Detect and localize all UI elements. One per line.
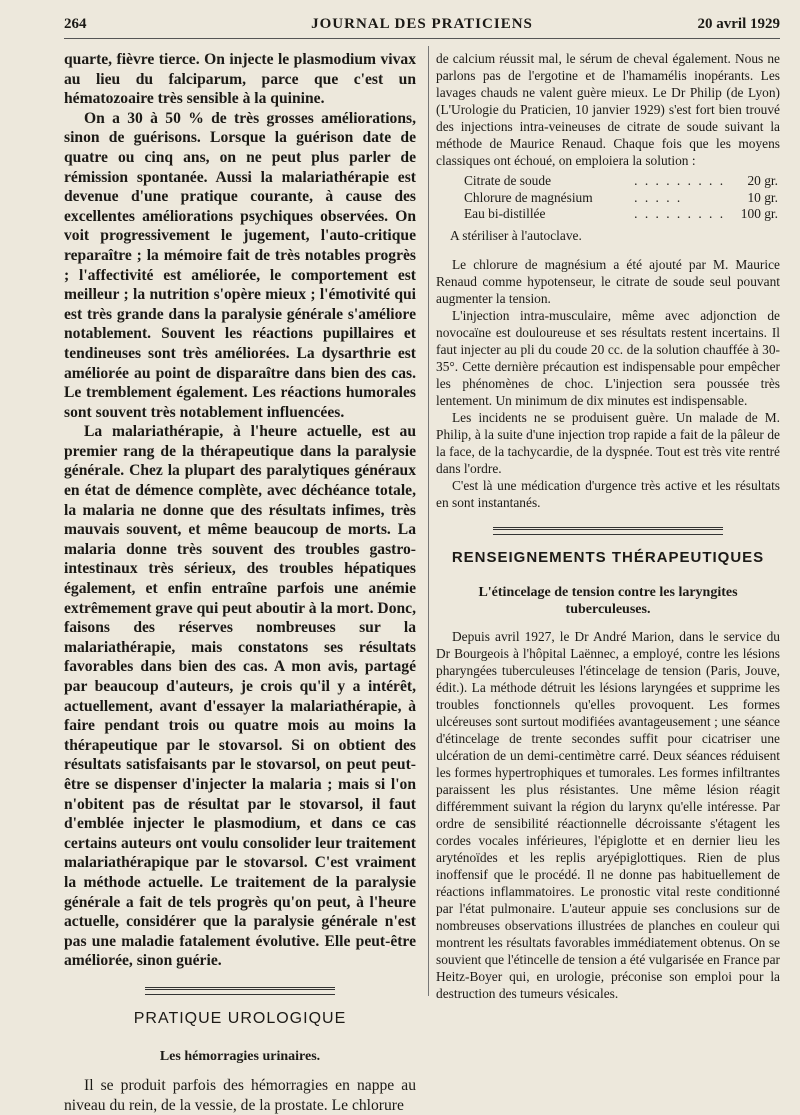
- article-text: Depuis avril 1927, le Dr André Marion, dans le service du Dr Bourgeois à l'hôpital Laënnec, a employé, contre les lésions pharyngées tuberculeuses l'étincelage de tension (Paris, Jouve, édit.). La méthode détruit les lésions laryngées et supprime les troubles fonctionnels qu'elles provoquent. Les formes ulcéreuses sont surtout modifiées avantageusement ; une séance d'étincelage de trente secondes suffit pour cicatriser une ulcération de un demi-centimètre carré. Deux séances réduisent les formes hypertrophiques et tumorales. Les formes infiltrantes paraissent les plus résistantes. Une même lésion réagit différemment suivant la région du larynx qu'elle intéresse. Par ordre de sensibilité réactionnelle décroissante s'étagent les cordes vocales inférieures, l'épiglotte et en dernier lieu les aryténoïdes et les replis aryépiglottiques. Rien de plus inoffensif que le procédé. Il ne donne pas habituellement de réactions inflammatoires. Le pronostic vital reste conditionné par l'état pulmonaire. L'auteur appuie ses conclusions sur de nombreuses observations illustrées de planches en couleur qui montrent les résultats favorables immédiatement obtenus. On se souvient que l'étincelle de tension a été vulgarisée en France par Heitz-Boyer qui, en urologie, préconise son emploi pour la destruction des tumeurs vésicales.: [436, 628, 780, 1001]
- formula-row: [462, 190, 780, 207]
- right-column: [436, 50, 780, 1002]
- quantity: 20 gr.: [747, 173, 778, 188]
- quantity: 10 gr.: [747, 189, 778, 205]
- left-column: [64, 50, 416, 1115]
- section-title: RENSEIGNEMENTS THÉRAPEUTIQUES: [451, 548, 765, 566]
- ingredient: Citrate de soude: [464, 173, 552, 188]
- issue-date: 20 avril 1929: [697, 16, 780, 32]
- section-title: PRATIQUE UROLOGIQUE: [133, 1009, 347, 1027]
- paragraph: Le chlorure de magnésium a été ajouté par M. Maurice Renaud comme hypotenseur, le citrate de soude seul pouvant augmenter la tension.: [436, 256, 780, 306]
- paragraph: On a 30 à 50 % de très grosses améliorations, sinon de guérisons. Lorsque la guérison date de quatre ou cinq ans, on ne peut plus parler de rémission spontanée. Aussi la malariathérapie est devenue d'une pratique courante, à cause des excellentes améliorations psychiques observées. On voit progressivement le jugement, l'auto-critique reparaître ; la mémoire fait de très notables progrès ; l'affectivité est améliorée, le comportement est meilleur ; la nutrition s'opère mieux ; l'émotivité qui est très grande dans la paralysie générale s'améliore notablement. Souvent les réactions pupillaires et tendineuses sont très améliorées. La dysarthrie est améliorée au point de disparaître dans bien des cas. Le tremblement également. Les réactions humorales sont souvent très notablement influencées.: [64, 109, 416, 421]
- leader-dots: . . . . .: [634, 189, 683, 205]
- quantity: 100 gr.: [740, 206, 778, 222]
- page-header: [64, 12, 780, 39]
- paragraph: de calcium réussit mal, le sérum de cheval également. Nous ne parlons pas de l'ergotine et de l'hamamélis inopérants. Les lavages chauds ne valent guère mieux. Le Dr Philip (de Lyon) (L'Urologie du Praticien, 10 janvier 1929) s'est fort bien trouvé des injections intra-veineuses de citrate de soude suivant la méthode de Maurice Renaud. Chaque fois que les moyens classiques ont échoué, on emploiera la solution :: [436, 51, 780, 168]
- leader-dots: . . . . . . . . .: [634, 206, 726, 222]
- sterilize-note: A stériliser à l'autoclave.: [450, 227, 582, 243]
- leader-dots: . . . . . . . . .: [634, 173, 726, 188]
- article-text: Il se produit parfois des hémorragies en nappe au niveau du rein, de la vessie, de la prostate. Le chlorure: [64, 1077, 416, 1114]
- article-title: L'étincelage de tension contre les laryngites tuberculeuses.: [478, 584, 738, 617]
- paragraph: C'est là une médication d'urgence très active et les résultats en sont instantanés.: [436, 477, 780, 510]
- formula-row: [462, 206, 780, 223]
- paragraph: quarte, fièvre tierce. On injecte le plasmodium vivax au lieu du falciparum, parce que c'est un hématozoaire très sensible à la quinine.: [64, 51, 416, 108]
- prescription-formula: [462, 173, 780, 223]
- ingredient: Eau bi-distillée: [464, 206, 546, 222]
- paragraph: La malariathérapie, à l'heure actuelle, est au premier rang de la thérapeutique dans la paralysie générale. Chez la plupart des paralytiques généraux en état de démence complète, avec déchéance totale, la malaria ne donne que des résultats infimes, très mauvais souvent, et même beaucoup de morts. La malaria donne très souvent des troubles gastro-intestinaux très sérieux, des troubles hépatiques également, et enfin entraîne parfois une anémie extrêmement grave qui peut aboutir à la mort. Donc, faisons des réserves nombreuses sur la malariathérapie, mais constatons ses résultats favorables dans bien des cas. A mon avis, partagé par beaucoup d'auteurs, je crois qu'il y a intérêt, actuellement, avant d'essayer la malariathérapie, à faire pendant trois ou quatre mois au moins la thérapeutique par le stovarsol. Si on obtient des résultats satisfaisants par le stovarsol, on peut peut-être se dispenser d'injecter la malaria ; mais si l'on n'obitent pas de résultat par le stovarsol, il faut d'emblée injecter le plasmodium, et dans ce cas certains auteurs ont voulu consolider leur traitement malariathérapique par le stovarsol. C'est vraiment la méthode actuelle. Le traitement de la paralysie générale a fait de tels progrès qu'on peut, à l'heure actuelle, considérer que la paralysie générale n'est pas une maladie fatalement évolutive. Elle peut-être améliorée, sinon guérie.: [64, 423, 416, 970]
- article-title: Les hémorragies urinaires.: [159, 1048, 321, 1064]
- paragraph: Les incidents ne se produisent guère. Un malade de M. Philip, à la suite d'une injection trop rapide a fait de la pâleur de la face, de la tachycardie, de la dyspnée. Tout est très vite rentré dans l'ordre.: [436, 409, 780, 476]
- formula-row: [462, 173, 780, 190]
- section-divider: [145, 987, 335, 995]
- journal-title: JOURNAL DES PRATICIENS: [311, 16, 533, 32]
- column-divider: [428, 46, 429, 996]
- ingredient: Chlorure de magnésium: [464, 189, 593, 205]
- section-divider: [493, 527, 723, 535]
- page-number: 264: [64, 16, 87, 32]
- paragraph: L'injection intra-musculaire, même avec adjonction de novocaïne est douloureuse et ses résultats restent incertains. Il faut injecter au pli du coude 20 cc. de la solution chauffée à 30-35°. Cette dernière précaution est indispensable pour empêcher les phénomènes de choc. L'injection sera poussée très lentement. Un minimum de dix minutes est indispensable.: [436, 307, 780, 408]
